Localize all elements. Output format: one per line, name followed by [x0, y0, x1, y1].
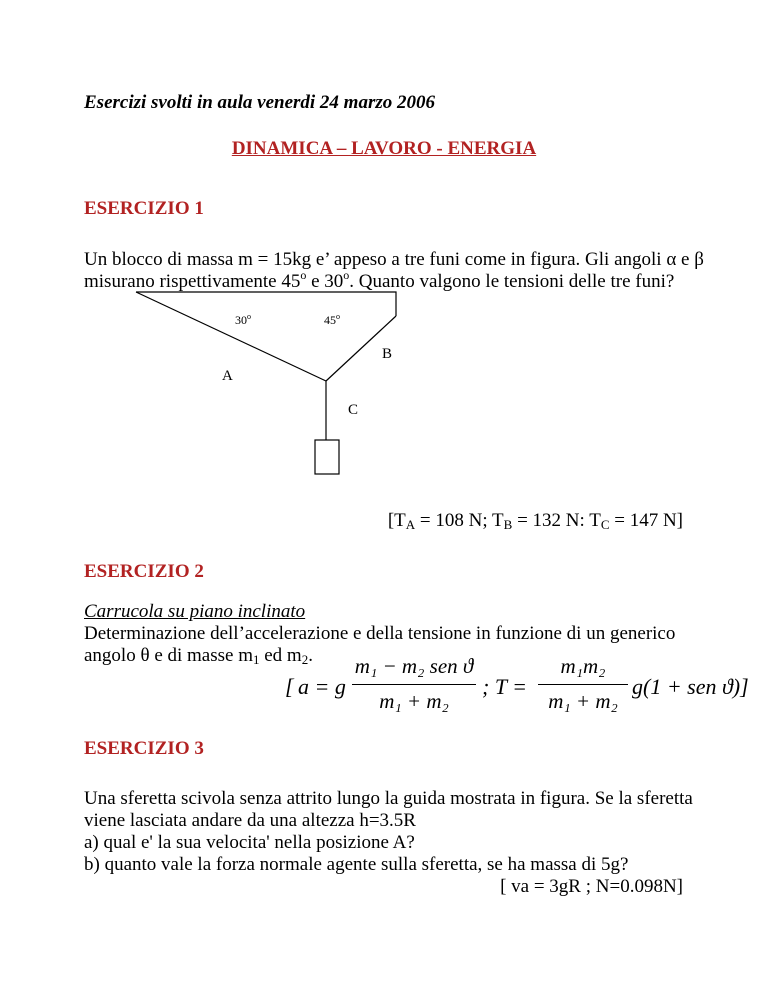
rope-a-and-ceiling [136, 292, 396, 316]
fraction-2-denominator: m₁ + m₂ [548, 689, 618, 713]
formula-t-equals: ; T = [482, 674, 528, 699]
exercise-3-text-line-4: b) quanto vale la forza normale agente sulla sferetta, se ha massa di 5g? [84, 854, 629, 875]
fraction-2-numerator: m₁m₂ [560, 654, 606, 678]
formula-fraction-2 [538, 654, 628, 714]
exercise-2-text-line-2: angolo θ e di masse $m_1$ ed $m_2$. [84, 645, 313, 667]
formula-open-bracket: [ [285, 674, 294, 699]
exercise-2-heading: ESERCIZIO 2 [84, 561, 204, 582]
formula-a-equals: a = g [298, 674, 346, 699]
exercise-1-text-line-1: Un blocco di massa m = 15kg e’ appeso a tre funi come in figura. Gli angoli α e β [84, 249, 704, 270]
hanging-block [315, 440, 339, 474]
fraction-1-numerator: m₁ − m₂ sen ϑ [354, 654, 474, 678]
exercise-3-text-line-1: Una sferetta scivola senza attrito lungo la guida mostrata in figura. Se la sferetta [84, 788, 693, 809]
rope-a-label: A [222, 368, 233, 384]
formula-tail: g(1 + sen ϑ)] [632, 674, 749, 699]
formula-fraction-1 [352, 654, 476, 714]
exercise-1-heading: ESERCIZIO 1 [84, 198, 204, 219]
exercise-2-text-line-1: Determinazione dell’accelerazione e della tensione in funzione di un generico [84, 623, 676, 644]
exercise-1-text-line-2: misurano rispettivamente 45$^o$ e 30$^o$. Quanto valgono le tensioni delle tre funi? [84, 268, 675, 292]
exercise-3-heading: ESERCIZIO 3 [84, 738, 204, 759]
exercise-3-text-line-3: a) qual e' la sua velocita' nella posizione A? [84, 832, 415, 853]
section-heading-text: DINAMICA – LAVORO - ENERGIA [231, 138, 537, 159]
exercise-2-subtitle: Carrucola su piano inclinato [84, 601, 306, 622]
angle-30-label: 30$^o$ [235, 312, 251, 327]
rope-b-label: B [382, 346, 393, 362]
exercise-3-text-line-2: viene lasciata andare da una altezza h=3.5R [84, 810, 416, 831]
exercise-1-answer: [$T_A = 108$ N; $T_B = 132$ N: $T_C = 147$ N] [387, 510, 683, 532]
rope-c-label: C [348, 402, 359, 418]
document-title: Esercizi svolti in aula venerdi 24 marzo 2006 [84, 92, 435, 113]
fraction-1-denominator: m₁ + m₂ [379, 689, 449, 713]
angle-45-label: 45$^o$ [324, 312, 340, 327]
exercise-3-answer: [ va = 3gR ; N=0.098N] [500, 876, 683, 897]
